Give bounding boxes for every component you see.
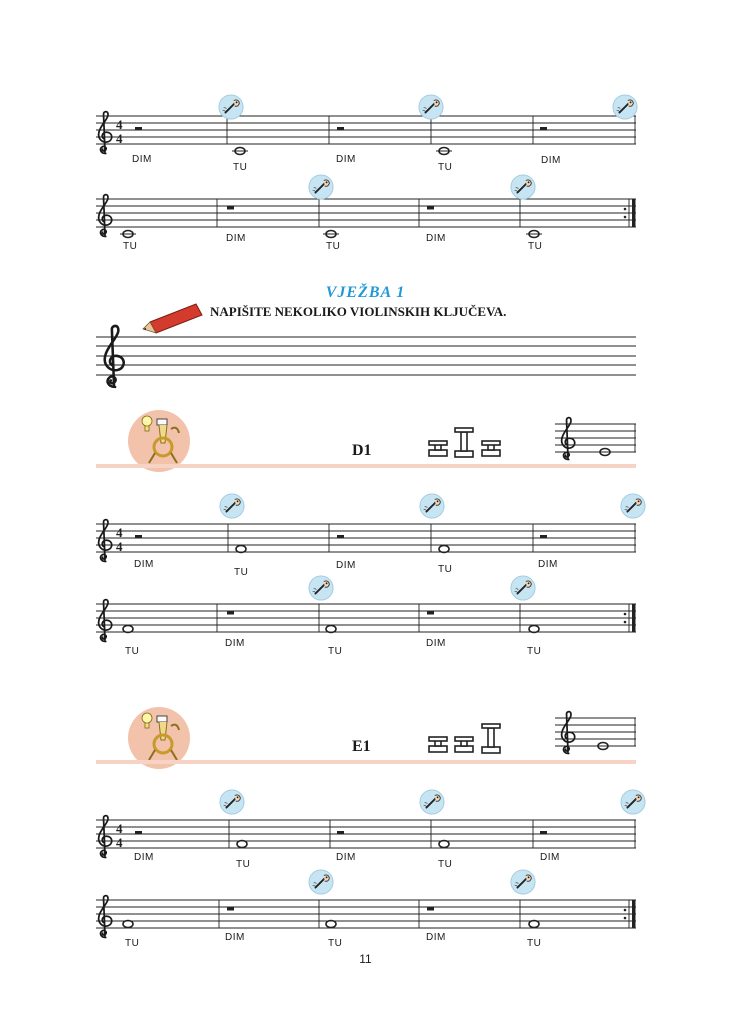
syllable-label: TU [236,859,251,870]
trumpet-valves-icon [429,737,447,752]
breath-icon [220,790,244,814]
trumpet-valves-icon [429,441,447,456]
syllable-label: TU [438,564,453,575]
syllable-label: DIM [540,852,560,863]
syllable-label: DIM [225,638,245,649]
trumpet-character-icon [128,410,190,472]
exercise-instruction: NAPIŠITE NEKOLIKO VIOLINSKIH KLJUČEVA. [210,304,507,319]
treble-clef-icon [99,816,112,858]
section-separator [96,464,636,468]
trumpet-valves-icon [482,441,500,456]
syllable-label: TU [123,241,138,252]
syllable-label: TU [125,938,140,949]
page-number: 11 [359,952,372,966]
breath-icon [309,576,333,600]
breath-icon [613,95,637,119]
syllable-label: TU [234,567,249,578]
syllable-label: DIM [426,638,446,649]
syllable-label: DIM [426,233,446,244]
syllable-label: DIM [538,559,558,570]
syllable-label: DIM [336,560,356,571]
syllable-label: DIM [134,852,154,863]
syllable-label: TU [528,241,543,252]
breath-icon [621,494,645,518]
svg-text:4: 4 [116,539,123,554]
section-separator [96,760,636,764]
treble-clef-icon [99,195,112,237]
breath-icon [220,494,244,518]
treble-clef-icon [99,520,112,562]
syllable-label: TU [438,859,453,870]
note-name: D1 [352,442,372,459]
syllable-label: DIM [336,852,356,863]
treble-clef-icon [99,896,112,938]
trumpet-valves-icon [482,724,500,753]
breath-icon [419,95,443,119]
breath-icon [219,95,243,119]
syllable-label: DIM [132,154,152,165]
syllable-label: TU [326,241,341,252]
syllable-label: DIM [134,559,154,570]
treble-clef-icon [99,112,112,154]
syllable-label: TU [438,162,453,173]
breath-icon [420,494,444,518]
syllable-label: DIM [226,233,246,244]
trumpet-valves-icon [455,428,473,457]
trumpet-valves-icon [455,737,473,752]
exercise-title: VJEŽBA 1 [325,284,406,301]
breath-icon [621,790,645,814]
breath-icon [511,576,535,600]
syllable-label: DIM [336,154,356,165]
syllable-label: TU [125,646,140,657]
svg-text:4: 4 [116,131,123,146]
breath-icon [309,175,333,199]
note-name: E1 [352,738,371,755]
syllable-label: TU [328,646,343,657]
syllable-label: TU [233,162,248,173]
syllable-label: DIM [426,932,446,943]
breath-icon [511,175,535,199]
svg-text:4: 4 [116,835,123,850]
pencil-icon [143,304,202,333]
breath-icon [309,870,333,894]
syllable-label: TU [328,938,343,949]
svg-text:4: 4 [116,117,123,132]
syllable-label: TU [527,646,542,657]
syllable-label: TU [527,938,542,949]
syllable-label: DIM [225,932,245,943]
svg-text:4: 4 [116,525,123,540]
svg-text:4: 4 [116,821,123,836]
treble-clef-icon [99,600,112,642]
breath-icon [420,790,444,814]
syllable-label: DIM [541,155,561,166]
breath-icon [511,870,535,894]
